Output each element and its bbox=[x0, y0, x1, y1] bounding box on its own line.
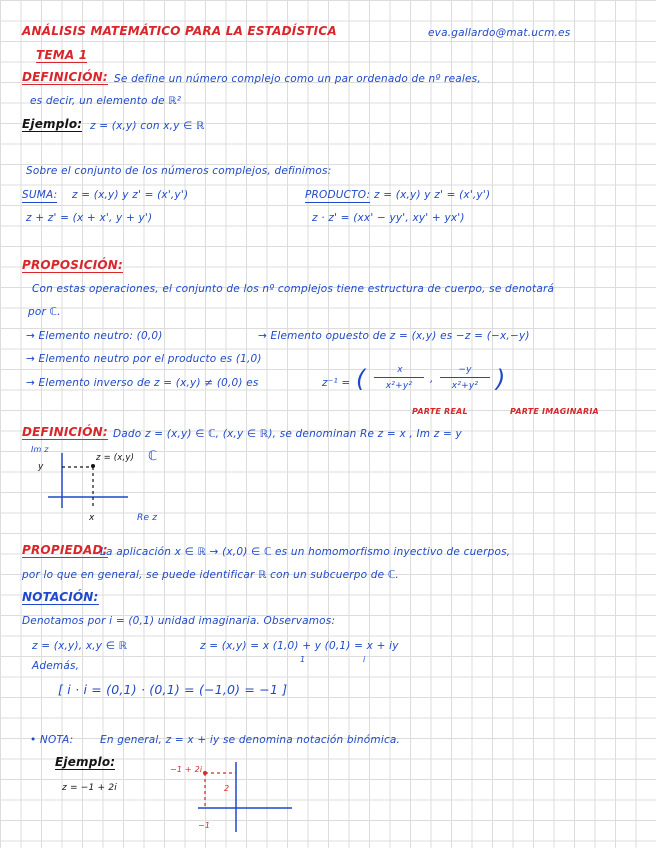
product-neutral-element: → Elemento neutro por el producto es (1,0) bbox=[26, 353, 262, 365]
proposition-text-line1: Con estas operaciones, el conjunto de los nº complejos tiene estructura de cuerpo, se denotará bbox=[32, 283, 555, 295]
inverse-lhs: z⁻¹ = bbox=[322, 377, 351, 389]
inverse-frac1-numerator: x bbox=[397, 365, 403, 375]
example2-text: z = −1 + 2i bbox=[62, 783, 117, 793]
notation-heading: NOTACIÓN: bbox=[22, 590, 99, 604]
property-heading: PROPIEDAD: bbox=[22, 543, 108, 557]
product-line1: z = (x,y) y z' = (x',y') bbox=[374, 189, 491, 201]
notation-text-line2b: z = (x,y) = x (1,0) + y (0,1) = x + iy bbox=[200, 640, 399, 652]
sum-label: SUMA: bbox=[22, 189, 58, 201]
graph-y-label: y bbox=[38, 462, 44, 472]
author-email: eva.gallardo@mat.ucm.es bbox=[428, 27, 571, 39]
product-label: PRODUCTO: bbox=[305, 189, 371, 201]
inverse-open-paren: ( bbox=[356, 365, 366, 393]
sum-line1: z = (x,y) y z' = (x',y') bbox=[72, 189, 189, 201]
sum-line2: z + z' = (x + x', y + y') bbox=[26, 212, 153, 224]
proposition-heading: PROPOSICIÓN: bbox=[22, 258, 124, 272]
opposite-element: → Elemento opuesto de z = (x,y) es −z = (−x,−y) bbox=[258, 330, 530, 342]
operations-intro: Sobre el conjunto de los números complejos, definimos: bbox=[26, 165, 332, 177]
definition-text-line2: es decir, un elemento de ℝ² bbox=[30, 95, 182, 107]
example2-graph-point-label: −1 + 2i bbox=[170, 765, 203, 774]
imaginary-part-label: PARTE IMAGINARIA bbox=[510, 407, 599, 416]
graph-x-label: x bbox=[89, 513, 95, 523]
definition2-text: Dado z = (x,y) ∈ ℂ, (x,y ∈ ℝ), se denominan Re z = x , Im z = y bbox=[113, 428, 462, 440]
notation-annotation-i: i bbox=[363, 655, 366, 664]
real-part-label: PARTE REAL bbox=[412, 407, 468, 416]
proposition-text-line2: por ℂ. bbox=[28, 306, 61, 318]
property-text-line1: La aplicación x ∈ ℝ → (x,0) ∈ ℂ es un homomorfismo inyectivo de cuerpos, bbox=[100, 546, 511, 558]
note-text: En general, z = x + iy se denomina notación binómica. bbox=[100, 734, 401, 746]
inverse-close-paren: ) bbox=[496, 365, 506, 393]
definition-text-line1: Se define un número complejo como un par ordenado de nº reales, bbox=[114, 73, 481, 85]
example2-label: Ejemplo: bbox=[55, 755, 116, 769]
notation-annotation-1: 1 bbox=[300, 655, 306, 664]
graph-imaginary-axis-label: Im z bbox=[31, 445, 49, 454]
definition2-heading: DEFINICIÓN: bbox=[22, 425, 108, 439]
graph-complex-set-label: ℂ bbox=[148, 449, 158, 464]
example2-graph-tick-2: 2 bbox=[224, 784, 230, 793]
inverse-frac1-denominator: x²+y² bbox=[385, 381, 413, 391]
inverse-comma: , bbox=[430, 373, 434, 385]
property-text-line2: por lo que en general, se puede identificar ℝ con un subcuerpo de ℂ. bbox=[22, 569, 399, 581]
example-text: z = (x,y) con x,y ∈ ℝ bbox=[90, 120, 205, 132]
product-line2: z · z' = (xx' − yy', xy' + yx') bbox=[312, 212, 465, 224]
definition-heading: DEFINICIÓN: bbox=[22, 70, 108, 84]
inverse-element: → Elemento inverso de z = (x,y) ≠ (0,0) es bbox=[26, 377, 259, 389]
document-title: ANÁLISIS MATEMÁTICO PARA LA ESTADÍSTICA bbox=[22, 24, 337, 38]
graph-point-label: z = (x,y) bbox=[96, 453, 135, 463]
notation-text-line3: Además, bbox=[32, 660, 80, 672]
inverse-frac2-denominator: x²+y² bbox=[451, 381, 479, 391]
notation-text-line2a: z = (x,y), x,y ∈ ℝ bbox=[32, 640, 128, 652]
example-label: Ejemplo: bbox=[22, 117, 83, 131]
note-label: • NOTA: bbox=[30, 734, 74, 746]
notation-text-line1: Denotamos por i = (0,1) unidad imaginaria. Observamos: bbox=[22, 615, 336, 627]
notation-text-line4: [ i · i = (0,1) · (0,1) = (−1,0) = −1 ] bbox=[58, 682, 288, 697]
topic-title: TEMA 1 bbox=[36, 48, 88, 62]
example2-graph-tick-minus1: −1 bbox=[198, 821, 211, 830]
graph-real-axis-label: Re z bbox=[137, 513, 158, 523]
neutral-element: → Elemento neutro: (0,0) bbox=[26, 330, 163, 342]
inverse-frac2-numerator: −y bbox=[458, 365, 472, 375]
